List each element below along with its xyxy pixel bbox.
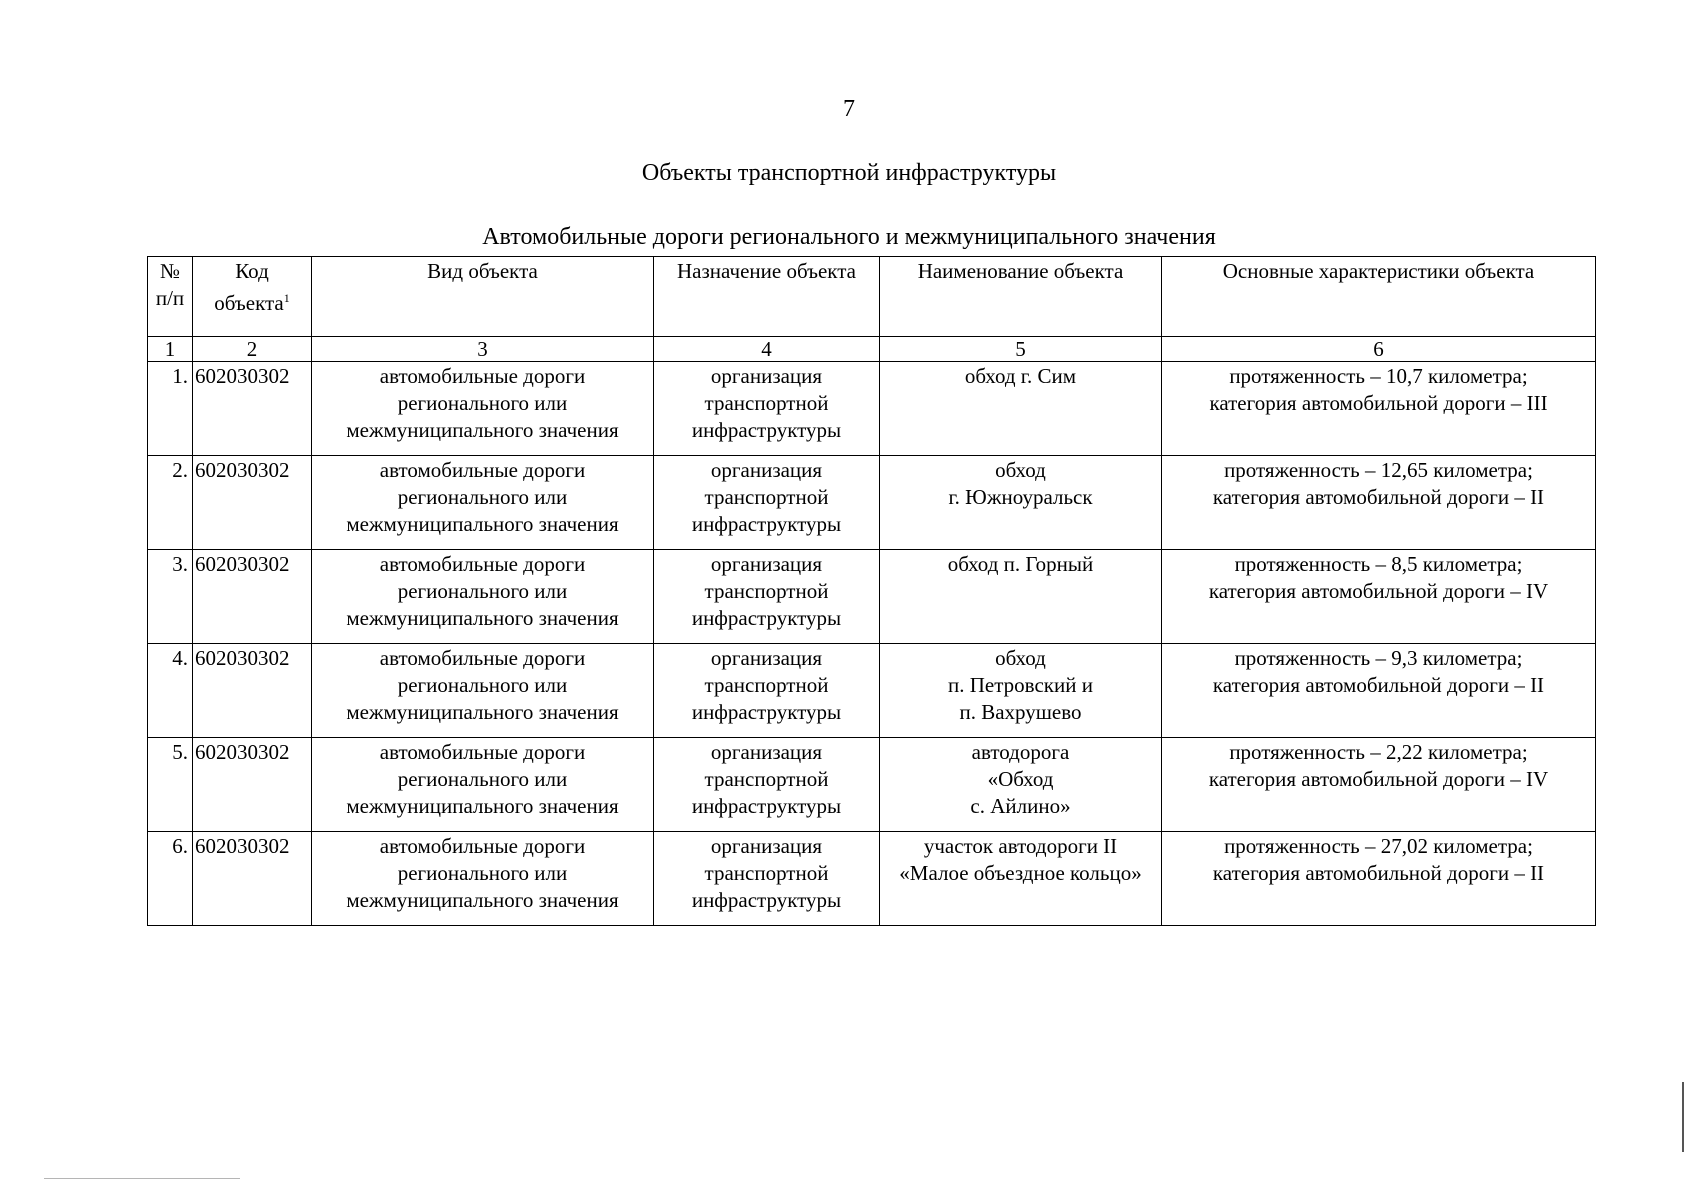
object-type: автомобильные дороги регионального или межмуниципального значения bbox=[312, 362, 654, 456]
scan-artifact-line bbox=[44, 1178, 240, 1179]
object-characteristics: протяженность – 10,7 километра; категория автомобильной дороги – III bbox=[1162, 362, 1596, 456]
document-title: Объекты транспортной инфраструктуры bbox=[641, 160, 1057, 186]
header-code-label: Код объекта bbox=[214, 259, 284, 315]
object-purpose: организация транспортной инфраструктуры bbox=[654, 550, 880, 644]
column-number: 2 bbox=[193, 337, 312, 362]
row-number: 6. bbox=[148, 832, 193, 926]
object-name: обход п. Петровский и п. Вахрушево bbox=[880, 644, 1162, 738]
object-name: автодорога «Обход с. Айлино» bbox=[880, 738, 1162, 832]
object-characteristics: протяженность – 12,65 километра; категория автомобильной дороги – II bbox=[1162, 456, 1596, 550]
header-characteristics: Основные характеристики объекта bbox=[1162, 257, 1596, 337]
object-code: 602030302 bbox=[193, 738, 312, 832]
object-purpose: организация транспортной инфраструктуры bbox=[654, 456, 880, 550]
table-row bbox=[148, 738, 1596, 832]
table-header-row bbox=[148, 257, 1596, 337]
object-purpose: организация транспортной инфраструктуры bbox=[654, 362, 880, 456]
header-purpose: Назначение объекта bbox=[654, 257, 880, 337]
column-number: 3 bbox=[312, 337, 654, 362]
column-number-row bbox=[148, 337, 1596, 362]
footnote-mark: 1 bbox=[283, 291, 290, 305]
header-no: № п/п bbox=[148, 257, 193, 337]
object-code: 602030302 bbox=[193, 456, 312, 550]
object-code: 602030302 bbox=[193, 362, 312, 456]
page-number: 7 bbox=[843, 96, 855, 122]
table-row bbox=[148, 550, 1596, 644]
header-name: Наименование объекта bbox=[880, 257, 1162, 337]
object-name: обход г. Южноуральск bbox=[880, 456, 1162, 550]
row-number: 4. bbox=[148, 644, 193, 738]
row-number: 5. bbox=[148, 738, 193, 832]
object-type: автомобильные дороги регионального или межмуниципального значения bbox=[312, 738, 654, 832]
object-type: автомобильные дороги регионального или межмуниципального значения bbox=[312, 832, 654, 926]
row-number: 3. bbox=[148, 550, 193, 644]
column-number: 6 bbox=[1162, 337, 1596, 362]
object-purpose: организация транспортной инфраструктуры bbox=[654, 644, 880, 738]
column-number: 4 bbox=[654, 337, 880, 362]
table-row bbox=[148, 832, 1596, 926]
object-code: 602030302 bbox=[193, 550, 312, 644]
object-code: 602030302 bbox=[193, 644, 312, 738]
object-purpose: организация транспортной инфраструктуры bbox=[654, 738, 880, 832]
header-code bbox=[193, 257, 312, 337]
object-type: автомобильные дороги регионального или межмуниципального значения bbox=[312, 644, 654, 738]
row-number: 2. bbox=[148, 456, 193, 550]
row-number: 1. bbox=[148, 362, 193, 456]
object-name: обход г. Сим bbox=[880, 362, 1162, 456]
scan-edge-mark bbox=[1682, 1082, 1684, 1152]
column-number: 1 bbox=[148, 337, 193, 362]
table-row bbox=[148, 456, 1596, 550]
table-row bbox=[148, 362, 1596, 456]
table-row bbox=[148, 644, 1596, 738]
object-type: автомобильные дороги регионального или межмуниципального значения bbox=[312, 550, 654, 644]
object-characteristics: протяженность – 8,5 километра; категория автомобильной дороги – IV bbox=[1162, 550, 1596, 644]
object-characteristics: протяженность – 2,22 километра; категория автомобильной дороги – IV bbox=[1162, 738, 1596, 832]
object-code: 602030302 bbox=[193, 832, 312, 926]
object-characteristics: протяженность – 9,3 километра; категория автомобильной дороги – II bbox=[1162, 644, 1596, 738]
object-name: участок автодороги II «Малое объездное кольцо» bbox=[880, 832, 1162, 926]
object-purpose: организация транспортной инфраструктуры bbox=[654, 832, 880, 926]
header-type: Вид объекта bbox=[312, 257, 654, 337]
roads-table bbox=[147, 256, 1596, 926]
object-name: обход п. Горный bbox=[880, 550, 1162, 644]
table-caption: Автомобильные дороги регионального и межмуниципального значения bbox=[482, 224, 1216, 250]
column-number: 5 bbox=[880, 337, 1162, 362]
object-characteristics: протяженность – 27,02 километра; категория автомобильной дороги – II bbox=[1162, 832, 1596, 926]
object-type: автомобильные дороги регионального или межмуниципального значения bbox=[312, 456, 654, 550]
